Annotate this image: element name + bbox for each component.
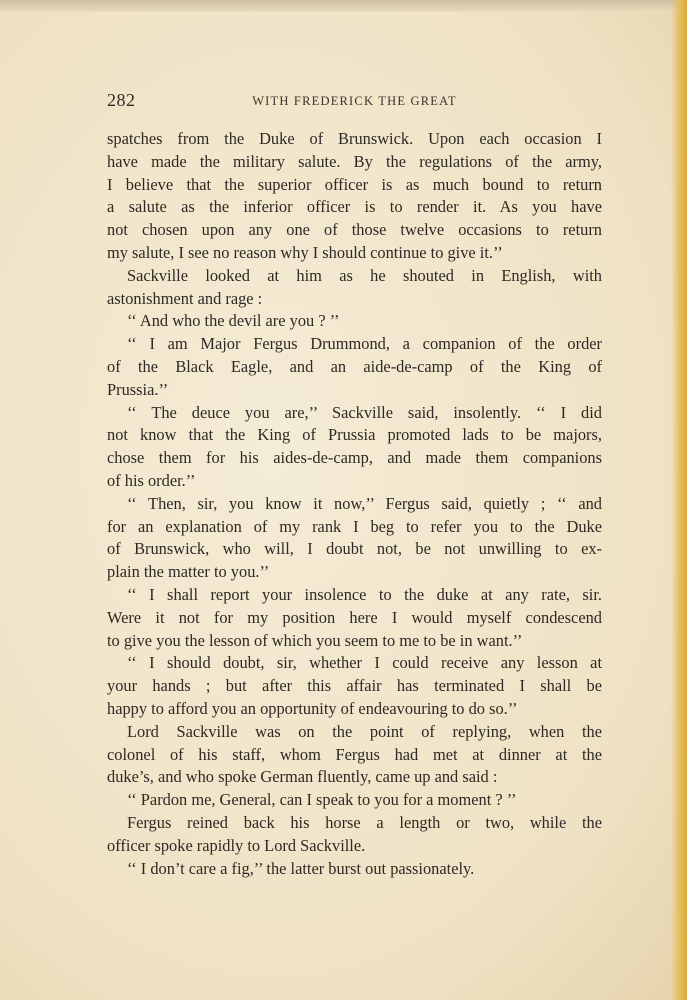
text-line: spatches from the Duke of Brunswick. Upon each occasion I [107, 129, 602, 148]
text-line: not know that the King of Prussia promoted lads to be majors, [107, 425, 602, 445]
page-number: 282 [107, 90, 136, 110]
text-line: chose them for his aides-de-camp, and made them companions [107, 448, 602, 468]
text-line: of the Black Eagle, and an aide-de-camp of the King of [107, 356, 602, 376]
text-line: ‘‘ Pardon me, General, can I speak to you for a moment ? ’’ [127, 790, 517, 810]
text-line: for an explanation of my rank I beg to refer you to the Duke [107, 516, 602, 536]
running-title: WITH FREDERICK THE GREAT [252, 94, 457, 108]
body-text [107, 128, 602, 880]
text-line: your hands ; but after this affair has terminated I shall be [107, 676, 602, 696]
text-line: of Brunswick, who will, I doubt not, be not unwilling to ex- [107, 539, 602, 559]
text-line: ‘‘ And who the devil are you ? ’’ [127, 311, 340, 331]
text-line: officer spoke rapidly to Lord Sackville. [107, 835, 366, 855]
text-line: ‘‘ Then, sir, you know it now,’’ Fergus said, quietly ; ‘‘ and [127, 493, 602, 513]
text-line: ‘‘ The deuce you are,’’ Sackville said, insolently. ‘‘ I did [127, 402, 602, 422]
text-line: to give you the lesson of which you seem to me to be in want.’’ [107, 630, 523, 650]
text-line: Lord Sackville was on the point of replying, when the [127, 721, 602, 741]
text-line: not chosen upon any one of those twelve occasions to return [107, 220, 602, 240]
text-line: astonishment and rage : [107, 288, 263, 308]
text-line: a salute as the inferior officer is to render it. As you have [107, 197, 602, 217]
text-line: plain the matter to you.’’ [107, 562, 270, 582]
text-line: Sackville looked at him as he shouted in English, with [127, 265, 602, 285]
text-line: of his order.’’ [107, 470, 196, 490]
text-line: my salute, I see no reason why I should continue to give it.’’ [107, 242, 503, 262]
text-line: ‘‘ I am Major Fergus Drummond, a companion of the order [127, 334, 602, 354]
text-line: ‘‘ I shall report your insolence to the duke at any rate, sir. [127, 584, 602, 604]
text-line: happy to afford you an opportunity of endeavouring to do so.’’ [107, 698, 518, 718]
text-line: Prussia.’’ [107, 379, 169, 399]
text-line: Were it not for my position here I would myself condescend [107, 607, 602, 627]
text-line: colonel of his staff, whom Fergus had met at dinner at the [107, 744, 602, 764]
text-line: I believe that the superior officer is as much bound to return [107, 174, 602, 194]
page-header [107, 90, 602, 114]
text-line: ‘‘ I should doubt, sir, whether I could receive any lesson at [127, 653, 602, 673]
text-line: duke’s, and who spoke German fluently, came up and said : [107, 767, 498, 787]
text-line: Fergus reined back his horse a length or two, while the [127, 812, 602, 832]
text-line: have made the military salute. By the regulations of the army, [107, 151, 602, 171]
page-edge-stain [671, 0, 687, 1000]
page-top-shadow [0, 0, 687, 12]
text-line: ‘‘ I don’t care a fig,’’ the latter burst out passionately. [127, 858, 475, 878]
